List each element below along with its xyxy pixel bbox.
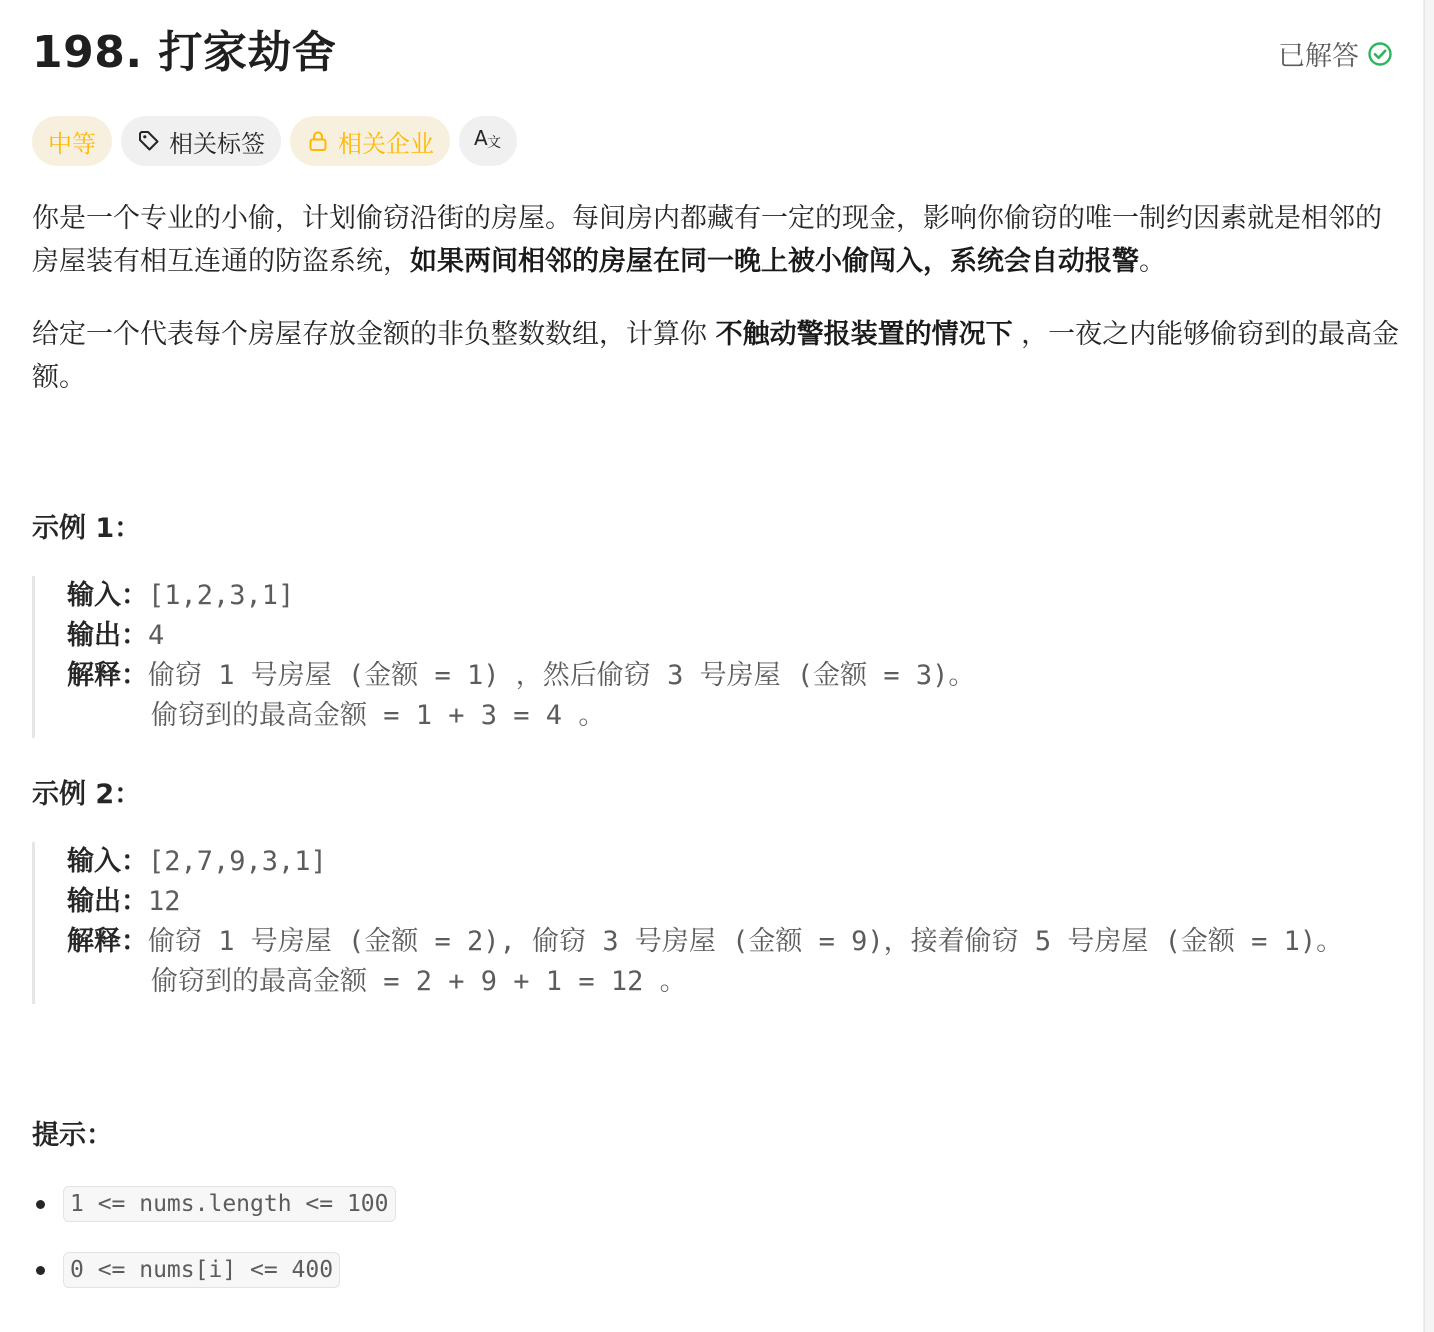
hints-list	[36, 1184, 396, 1316]
hints-heading: 提示：	[32, 1120, 113, 1151]
translate-button[interactable]	[459, 116, 517, 166]
svg-text:A: A	[474, 126, 488, 150]
bullet-icon	[36, 1200, 45, 1209]
example-1-heading: 示例 1：	[32, 513, 142, 544]
translate-icon	[473, 125, 503, 157]
example-2-block	[32, 842, 1412, 1004]
hint-code: 1 <= nums.length <= 100	[63, 1186, 396, 1222]
related-tags-label: 相关标签	[169, 129, 265, 158]
description-paragraph-2: 给定一个代表每个房屋存放金额的非负整数数组，计算你 不触动警报装置的情况下 ，一夜之内能够偷窃到的最高金额。	[32, 319, 1400, 393]
tag-icon	[137, 129, 161, 153]
difficulty-label: 中等	[48, 129, 96, 158]
solved-status-label: 已解答	[1278, 41, 1359, 72]
difficulty-badge[interactable]	[32, 116, 112, 166]
description-emphasis-1: 如果两间相邻的房屋在同一晚上被小偷闯入，系统会自动报警	[410, 246, 1139, 277]
problem-title[interactable]: 198. 打家劫舍	[32, 27, 337, 78]
related-tags-button[interactable]	[121, 116, 281, 166]
example-1-input: 输入：[1,2,3,1]	[67, 580, 295, 611]
description-paragraph-1: 你是一个专业的小偷，计划偷窃沿街的房屋。每间房内都藏有一定的现金，影响你偷窃的唯一制约因素就是相邻的房屋装有相互连通的防盗系统，如果两间相邻的房屋在同一晚上被小偷闯入，系统会自动报警。	[32, 203, 1382, 277]
check-circle-icon	[1367, 41, 1393, 67]
scrollbar[interactable]	[1424, 0, 1434, 1332]
example-2-heading: 示例 2：	[32, 779, 142, 810]
hint-item	[36, 1250, 396, 1290]
title-row	[32, 24, 1393, 84]
example-1-explanation: 解释：偷窃 1 号房屋 (金额 = 1) ，然后偷窃 3 号房屋 (金额 = 3)。	[67, 660, 976, 691]
related-companies-button[interactable]	[290, 116, 450, 166]
example-1-explanation-cont: 偷窃到的最高金额 = 1 + 3 = 4 。	[151, 700, 606, 731]
example-2-input: 输入：[2,7,9,3,1]	[67, 846, 327, 877]
example-2-explanation: 解释：偷窃 1 号房屋 (金额 = 2), 偷窃 3 号房屋 (金额 = 9)，接着偷窃 5 号房屋 (金额 = 1)。	[67, 926, 1344, 957]
hint-code: 0 <= nums[i] <= 400	[63, 1252, 340, 1288]
lock-icon	[306, 129, 330, 153]
tag-bar	[32, 116, 517, 166]
example-1-block	[32, 576, 1412, 738]
description-emphasis-2: 不触动警报装置的情况下	[715, 319, 1013, 350]
bullet-icon	[36, 1266, 45, 1275]
example-2-output: 输出：12	[67, 886, 181, 917]
related-companies-label: 相关企业	[338, 129, 434, 158]
svg-text:文: 文	[487, 135, 501, 151]
example-2-explanation-cont: 偷窃到的最高金额 = 2 + 9 + 1 = 12 。	[151, 966, 687, 997]
example-1-output: 输出：4	[67, 620, 165, 651]
solved-status	[1278, 34, 1393, 73]
hint-item	[36, 1184, 396, 1224]
